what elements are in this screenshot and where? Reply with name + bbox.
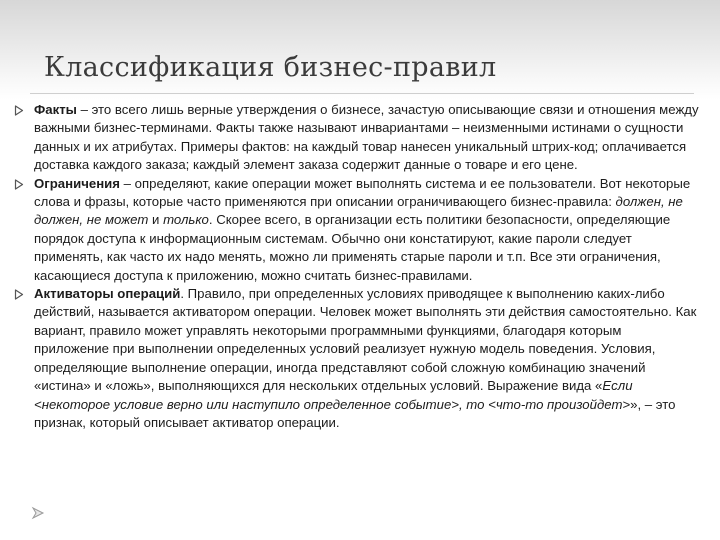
- activators-text-before: . Правило, при определенных условиях приводящее к выполнению каких-либо действий, называется активатором операции. Человек может выполнять эти действия самостоятельно. Как вариант, правило может управлять некоторыми программными функциями, благодаря которым приложение при выполнении определенных условий реализует нужную модель поведения. Условия, определяющие выполнение операции, иногда представляют собой сложную комбинацию значений «истина» и «ложь», выполняющихся для нескольких отдельных условий. Выражение вида «: [34, 286, 697, 394]
- slide-title: Классификация бизнес-правил: [44, 52, 497, 83]
- triangle-bullet-icon: [14, 105, 24, 116]
- term-facts: Факты: [34, 102, 77, 117]
- activators-text-after: », – это признак, который описывает активатор операции.: [34, 396, 676, 430]
- slide-nav-arrow-icon[interactable]: [31, 506, 45, 520]
- triangle-bullet-icon: [14, 289, 24, 300]
- constraints-text-before: – определяют, какие операции может выполнять система и ее пользователи. Вот некоторые слова и фразы, которые часто применяются при описании ограничивающего бизнес-правила:: [34, 175, 691, 210]
- constraints-text-mid: и: [148, 212, 164, 228]
- bullet-list: [14, 101, 700, 432]
- constraints-keyword-only: только: [163, 212, 209, 228]
- constraints-keywords: должен, не должен, не может: [34, 194, 683, 228]
- facts-description: – это всего лишь верные утверждения о бизнесе, зачастую описывающие связи и отношения между важными бизнес-терминами. Факты также называют инвариантами – неизменными истинами о сущности данных и их атрибутах. Примеры фактов: на каждый товар нанесен уникальный штрих-код; оплачивается доставка каждого заказа; каждый элемент заказа содержит данные о товаре и его цене.: [34, 102, 699, 173]
- term-activators: Активаторы операций: [34, 286, 181, 302]
- term-constraints: Ограничения: [34, 175, 120, 191]
- triangle-bullet-icon: [14, 179, 24, 190]
- list-item-activators: [14, 285, 700, 432]
- activators-expression: Если <некоторое условие верно или наступило определенное событие>, то <что-то произойдет>: [34, 378, 633, 412]
- title-background-band: [0, 0, 720, 100]
- list-item-constraints: [14, 175, 700, 285]
- list-item-facts: [14, 101, 700, 175]
- title-divider: [30, 93, 694, 94]
- constraints-text-after: . Скорее всего, в организации есть политики безопасности, определяющие порядок доступа к информационным системам. Обычно они констатируют, какие пароли следует применять, как часто их надо менять, можно ли применять старые пароли и т.п. Все эти ограничения, касающиеся доступа к приложению, можно считать бизнес-правилами.: [34, 212, 671, 283]
